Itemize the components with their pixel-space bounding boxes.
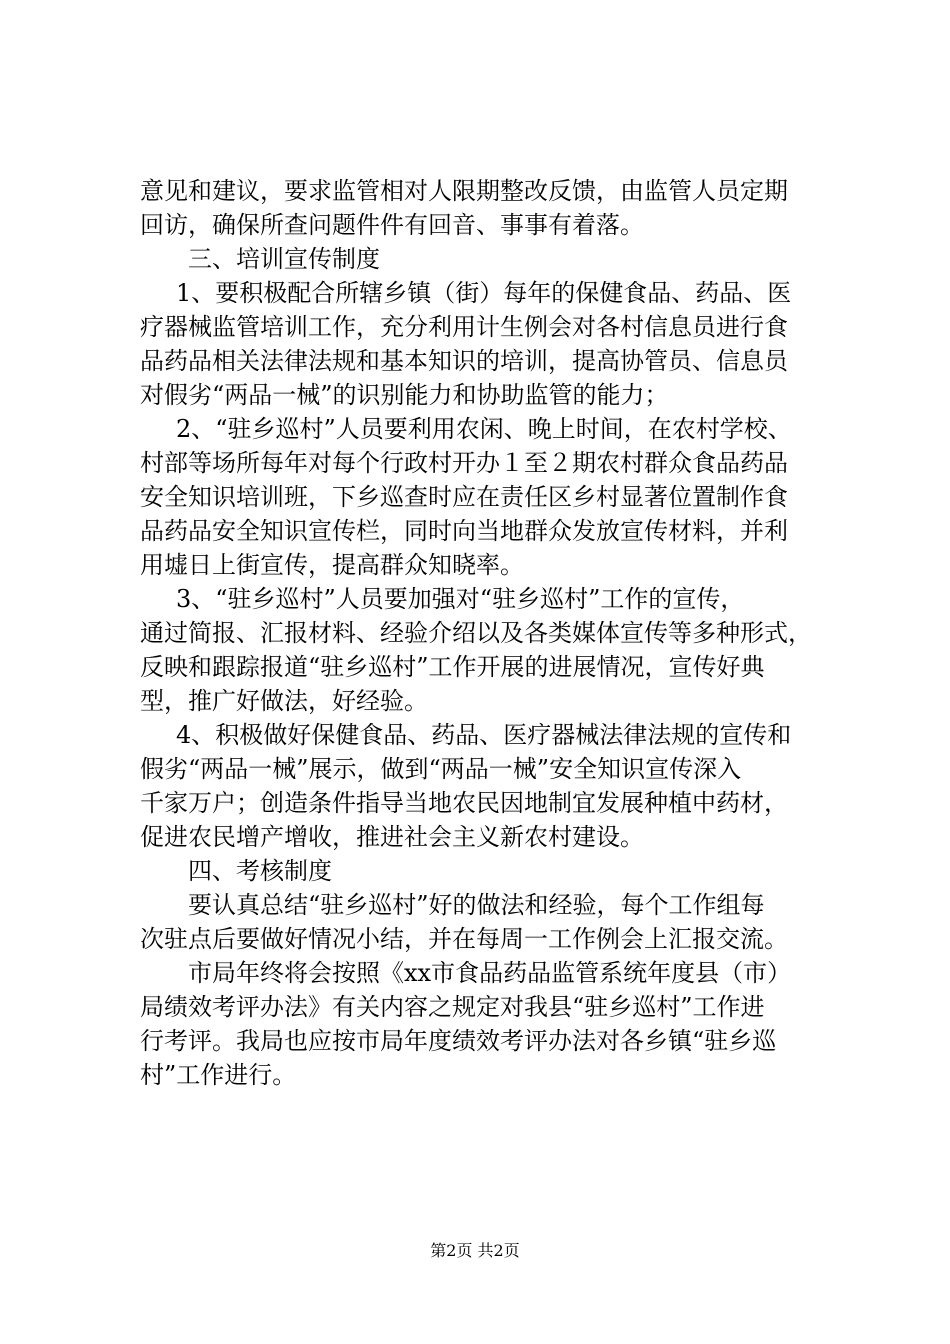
page-number-footer: 第2页 共2页 [430, 1241, 520, 1260]
text-line: 反映和跟踪报道“驻乡巡村”工作开展的进展情况，宣传好典 [140, 653, 765, 681]
text-line: 局绩效考评办法》有关内容之规定对我县“驻乡巡村”工作进 [140, 993, 765, 1021]
text-line: 疗器械监管培训工作，充分利用计生例会对各村信息员进行食 [140, 313, 788, 341]
text-line: 市局年终将会按照《xx市食品药品监管系统年度县（市） [188, 959, 792, 987]
text-line: 安全知识培训班，下乡巡查时应在责任区乡村显著位置制作食 [140, 483, 788, 511]
text-line: 村部等场所每年对每个行政村开办１至２期农村群众食品药品 [140, 449, 788, 477]
text-line: 品药品安全知识宣传栏，同时向当地群众发放宣传材料，并利 [140, 517, 788, 545]
section-heading: 三、培训宣传制度 [188, 245, 380, 273]
text-line: 促进农民增产增收，推进社会主义新农村建设。 [140, 823, 644, 851]
text-line: 村”工作进行。 [140, 1061, 297, 1089]
text-line: 型，推广好做法，好经验。 [140, 687, 428, 715]
text-line: 意见和建议，要求监管相对人限期整改反馈，由监管人员定期 [140, 177, 788, 205]
text-line: 行考评。我局也应按市局年度绩效考评办法对各乡镇“驻乡巡 [140, 1027, 777, 1055]
text-line: 回访，确保所查问题件件有回音、事事有着落。 [140, 211, 644, 239]
text-line: 对假劣“两品一械”的识别能力和协助监管的能力； [140, 381, 669, 409]
text-line: 1、要积极配合所辖乡镇（街）每年的保健食品、药品、医 [176, 279, 792, 307]
text-line: 假劣“两品一械”展示，做到“两品一械”安全知识宣传深入 [140, 755, 742, 783]
text-line: 千家万户；创造条件指导当地农民因地制宜发展种植中药材， [140, 789, 788, 817]
text-line: 2、“驻乡巡村”人员要利用农闲、晚上时间，在农村学校、 [176, 415, 792, 443]
text-line: 3、“驻乡巡村”人员要加强对“驻乡巡村”工作的宣传， [176, 585, 745, 613]
text-line: 4、积极做好保健食品、药品、医疗器械法律法规的宣传和 [176, 721, 792, 749]
text-line: 次驻点后要做好情况小结，并在每周一工作例会上汇报交流。 [140, 925, 788, 953]
section-heading: 四、考核制度 [188, 857, 332, 885]
text-line: 品药品相关法律法规和基本知识的培训，提高协管员、信息员 [140, 347, 788, 375]
text-line: 要认真总结“驻乡巡村”好的做法和经验，每个工作组每 [188, 891, 765, 919]
text-line: 通过简报、汇报材料、经验介绍以及各类媒体宣传等多种形式， [140, 619, 812, 647]
text-line: 用墟日上街宣传，提高群众知晓率。 [140, 551, 524, 579]
